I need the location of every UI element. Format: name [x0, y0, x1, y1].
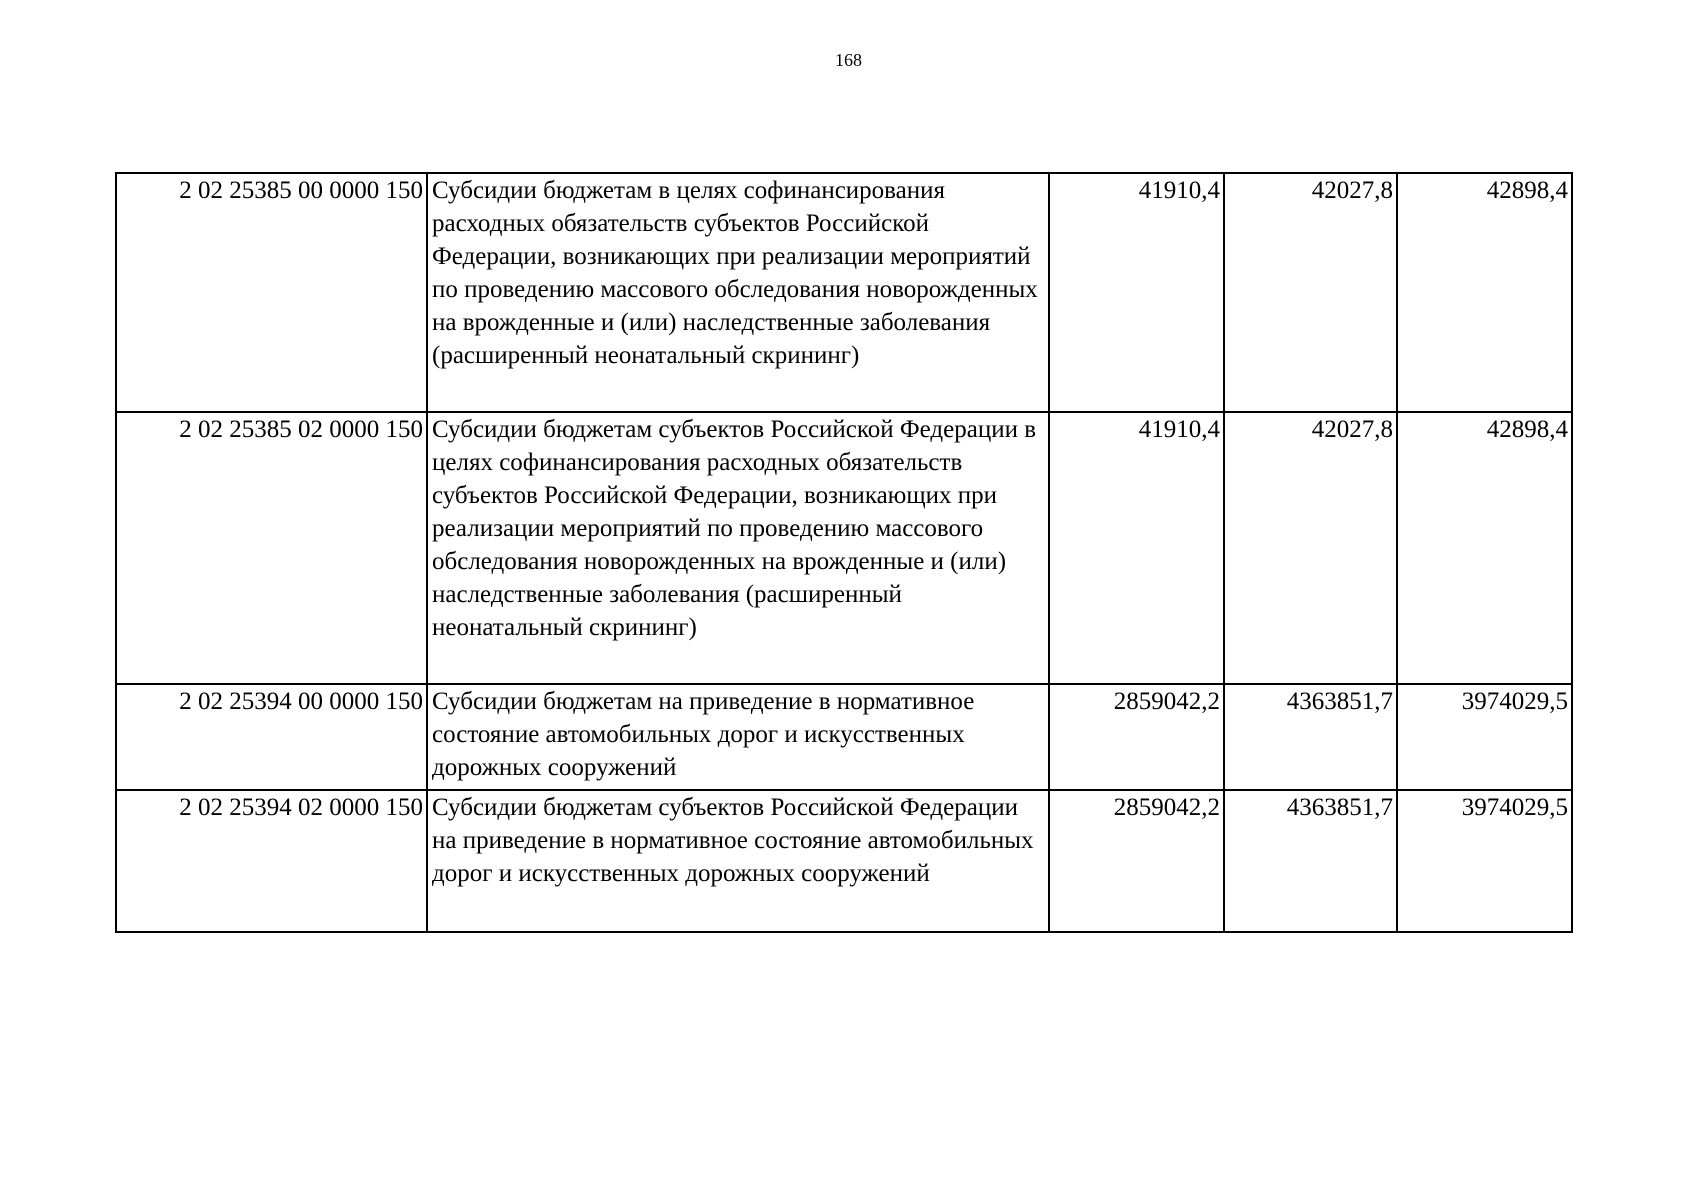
description-cell: Субсидии бюджетам субъектов Российской Федерации в целях софинансирования расходных обязательств субъектов Российской Федерации, возникающих при реализации мероприятий по проведению массового обследования новорожденных на врожденные и (или) наследственные заболевания (расширенный неонатальный скрининг) [427, 412, 1049, 684]
budget-code-cell: 2 02 25394 02 0000 150 [116, 790, 427, 932]
value-cell-year-2: 42027,8 [1224, 173, 1397, 412]
value-cell-year-1: 2859042,2 [1049, 684, 1224, 790]
budget-code-cell: 2 02 25385 00 0000 150 [116, 173, 427, 412]
value-cell-year-3: 3974029,5 [1397, 684, 1572, 790]
value-cell-year-2: 4363851,7 [1224, 684, 1397, 790]
value-cell-year-3: 42898,4 [1397, 173, 1572, 412]
value-cell-year-1: 41910,4 [1049, 412, 1224, 684]
table-row [116, 790, 1572, 932]
description-cell: Субсидии бюджетам субъектов Российской Федерации на приведение в нормативное состояние автомобильных дорог и искусственных дорожных сооружений [427, 790, 1049, 932]
table-row [116, 412, 1572, 684]
budget-code-cell: 2 02 25385 02 0000 150 [116, 412, 427, 684]
value-cell-year-1: 2859042,2 [1049, 790, 1224, 932]
description-cell: Субсидии бюджетам на приведение в нормативное состояние автомобильных дорог и искусственных дорожных сооружений [427, 684, 1049, 790]
table-row [116, 684, 1572, 790]
table-row [116, 173, 1572, 412]
value-cell-year-2: 4363851,7 [1224, 790, 1397, 932]
budget-table [115, 172, 1573, 933]
description-cell: Субсидии бюджетам в целях софинансирования расходных обязательств субъектов Российской Федерации, возникающих при реализации мероприятий по проведению массового обследования новорожденных на врожденные и (или) наследственные заболевания (расширенный неонатальный скрининг) [427, 173, 1049, 412]
value-cell-year-3: 42898,4 [1397, 412, 1572, 684]
value-cell-year-3: 3974029,5 [1397, 790, 1572, 932]
budget-code-cell: 2 02 25394 00 0000 150 [116, 684, 427, 790]
value-cell-year-2: 42027,8 [1224, 412, 1397, 684]
value-cell-year-1: 41910,4 [1049, 173, 1224, 412]
page-number: 168 [835, 50, 862, 70]
